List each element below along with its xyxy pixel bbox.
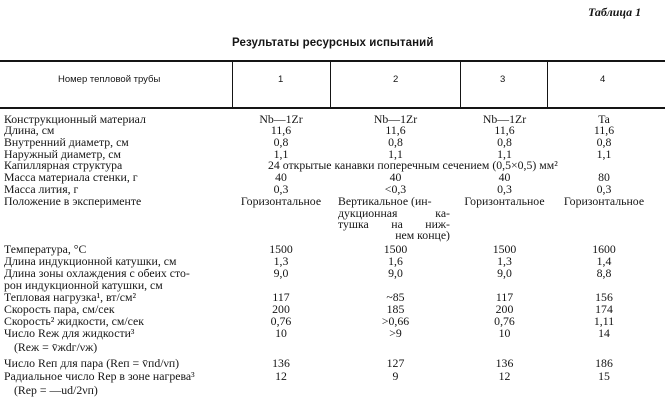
cell: 0,3 (497, 182, 512, 196)
cell: 136 (495, 356, 514, 370)
cell: 11,6 (270, 123, 292, 137)
row-label: Длина, см (4, 123, 55, 137)
cell: 186 (595, 356, 613, 370)
row-label: Число Reж для жидкости³ (4, 326, 135, 340)
row-label: Конструкционный материал (4, 112, 146, 126)
cell: 0,76 (270, 314, 292, 328)
header-col-1: 1 (278, 74, 284, 85)
cell: 10 (275, 326, 287, 340)
row-label: Скорость пара, см/сек (4, 302, 115, 316)
table-title: Результаты ресурсных испытаний (232, 37, 434, 49)
cell: 10 (498, 326, 511, 340)
cell: 1500 (269, 242, 293, 256)
header-rule (0, 107, 665, 109)
row-label: Наружный диаметр, см (4, 147, 121, 161)
cell: Nb—1Zr (373, 112, 418, 126)
table-number: Таблица 1 (588, 5, 642, 19)
row-label: Внутренний диаметр, см (4, 135, 129, 149)
cell: 14 (598, 326, 610, 340)
note-line: нем конце) (395, 228, 450, 243)
cell: 200 (272, 302, 290, 316)
cell: 1,1 (596, 147, 612, 161)
cell: 0,8 (273, 135, 289, 149)
row-label: Скорость² жидкости, см/сек (4, 314, 144, 328)
cell: 11,6 (385, 123, 406, 137)
cell: 9 (392, 369, 399, 383)
cell: 0,8 (497, 135, 512, 149)
cell: Nb—1Zr (482, 112, 527, 126)
cell: 11,6 (593, 123, 615, 137)
cell: 1,3 (497, 254, 512, 268)
cell: 0,3 (273, 182, 289, 196)
cell: Вертикальное (ин- (338, 194, 432, 208)
column-divider (547, 61, 548, 108)
cell: 1600 (592, 242, 616, 256)
cell: 12 (275, 369, 287, 383)
row-label-continued: (Reж = v̄жdг/νж) (14, 340, 98, 354)
cell: 9,0 (273, 266, 289, 280)
row-label: Масса лития, г (4, 182, 79, 196)
column-divider (460, 61, 461, 108)
row-label: Температура, °С (4, 242, 87, 256)
cell: 8,8 (596, 266, 612, 280)
vertical-position-note (338, 208, 450, 242)
cell: 1,1 (497, 147, 512, 161)
cell: 185 (386, 302, 405, 316)
row-label: Радиальное число Reр в зоне нагрева³ (4, 369, 195, 383)
header-col-4: 4 (600, 74, 606, 85)
top-rule (0, 60, 665, 62)
cell: 1,3 (273, 254, 289, 268)
cell: 0,76 (494, 314, 515, 328)
cell: 1,6 (388, 254, 403, 268)
cell: 0,8 (596, 135, 612, 149)
cell: 40 (498, 170, 511, 184)
row-label: Положение в эксперименте (4, 194, 142, 208)
cell: 200 (495, 302, 514, 316)
cell: Nb—1Zr (259, 112, 303, 126)
cell: Горизонтальное (464, 194, 545, 208)
cell: Ta (598, 112, 610, 126)
header-col-3: 3 (500, 74, 506, 85)
cell: 11,6 (494, 123, 515, 137)
cell: 127 (386, 356, 405, 370)
cell: 136 (272, 356, 290, 370)
cell: 1500 (383, 242, 408, 256)
row-label: Число Reп для пара (Reп = v̄пd/νп) (4, 356, 180, 370)
cell: 1,11 (593, 314, 615, 328)
header-col-2: 2 (393, 74, 399, 85)
row-label: Длина зоны охлаждения с обеих сто- (4, 266, 190, 280)
cell: Горизонтальное (563, 194, 645, 208)
cell: >9 (389, 326, 402, 340)
cell: 80 (598, 170, 610, 184)
cell: >0,66 (381, 314, 410, 328)
cell: 0,8 (388, 135, 403, 149)
cell: 0,3 (596, 182, 612, 196)
note-line: дукционная ка- (338, 206, 450, 220)
cell: 40 (275, 170, 287, 184)
cell: 117 (272, 290, 290, 304)
row-label-continued: (Reр = —ud/2νп) (14, 383, 98, 397)
cell: 9,0 (388, 266, 403, 280)
cell: Горизонтальное (240, 194, 322, 208)
cell: 15 (598, 369, 610, 383)
column-divider (232, 61, 233, 108)
row-label: Длина индукционной катушки, см (4, 254, 177, 268)
cell: 156 (595, 290, 613, 304)
cell: 1500 (492, 242, 517, 256)
spanning-cell: 24 открытые канавки поперечным сечением (0,5×0,5) мм² (268, 158, 558, 172)
row-label-continued: рон индукционной катушки, см (4, 278, 163, 292)
column-divider (330, 61, 331, 108)
cell: 9,0 (497, 266, 512, 280)
cell: 117 (495, 290, 514, 304)
row-label: Масса материала стенки, г (4, 170, 138, 184)
cell: 1,1 (273, 147, 289, 161)
cell: 12 (498, 369, 511, 383)
note-line: тушка на ниж- (338, 217, 450, 232)
cell: 1,1 (388, 147, 403, 161)
cell: 1,4 (596, 254, 612, 268)
header-label: Номер тепловой трубы (58, 74, 161, 85)
cell: ~85 (386, 290, 405, 304)
cell: 40 (389, 170, 402, 184)
cell: <0,3 (384, 182, 407, 196)
cell: 174 (595, 302, 613, 316)
row-label: Тепловая нагрузка¹, вт/см² (4, 290, 136, 304)
row-label: Капиллярная структура (4, 158, 123, 172)
